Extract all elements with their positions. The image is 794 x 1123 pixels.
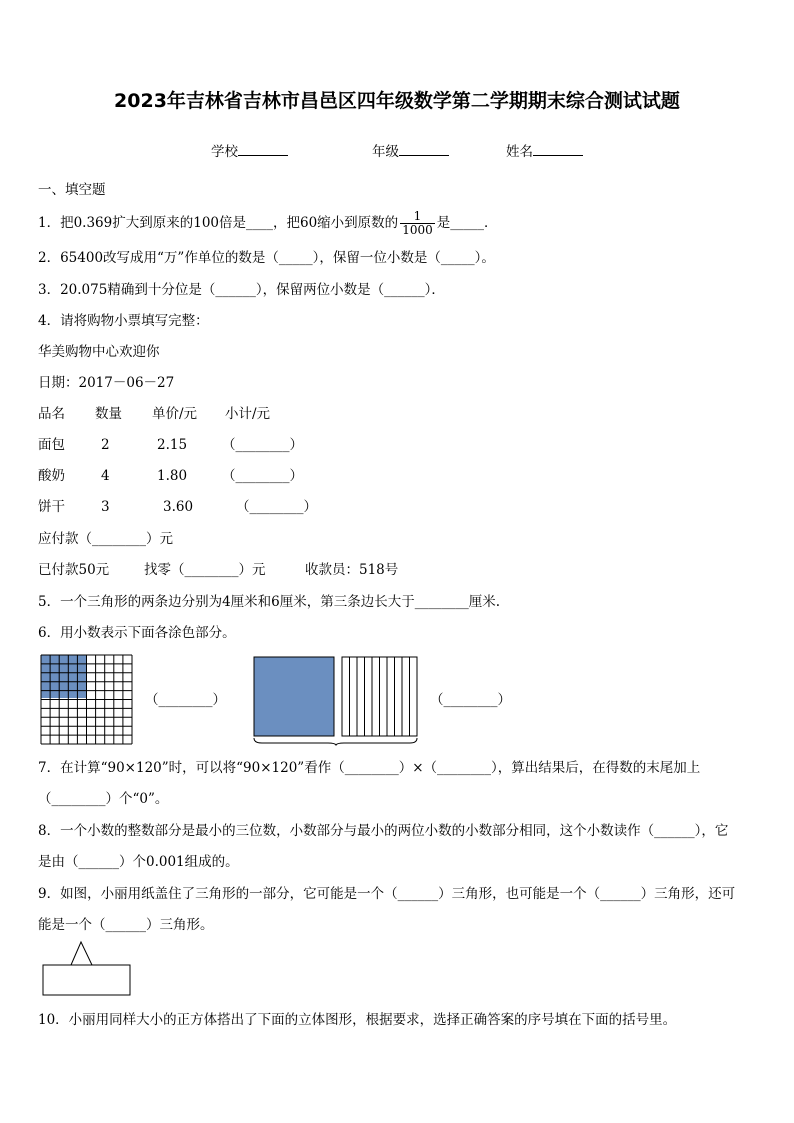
question-6: 6．用小数表示下面各涂色部分。 <box>38 625 236 641</box>
page-title: 2023年吉林省吉林市昌邑区四年级数学第二学期期末综合测试试题 <box>114 90 680 112</box>
question-8-line-2: 是由（______）个0.001组成的。 <box>38 854 239 870</box>
name-field <box>506 140 583 160</box>
receipt-date: 日期：2017－06－27 <box>38 375 175 391</box>
receipt-col-subtotal: 小计/元 <box>225 406 271 422</box>
receipt-row-name: 饼干 <box>38 499 65 515</box>
q1-text-b: 是_____． <box>436 215 498 231</box>
receipt-row-price: 1.80 <box>157 468 188 484</box>
receipt-shop-name: 华美购物中心欢迎你 <box>38 344 160 360</box>
question-2: 2．65400改写成用“万”作单位的数是（_____），保留一位小数是（_____）。 <box>38 250 495 266</box>
question-5: 5．一个三角形的两条边分别为4厘米和6厘米，第三条边长大于________厘米. <box>38 594 501 610</box>
receipt-row-name: 面包 <box>38 437 65 453</box>
grid-shaded-region <box>41 655 86 698</box>
receipt-paid: 已付款50元 <box>38 562 110 578</box>
question-10: 10．小丽用同样大小的正方体搭出了下面的立体图形，根据要求，选择正确答案的序号填在下面的括号里。 <box>38 1012 677 1028</box>
q6-answer-blank-1: （________） <box>145 692 226 708</box>
question-7-line-2: （________）个“0”。 <box>38 791 169 807</box>
school-label: 学校 <box>211 144 238 160</box>
question-8-line-1: 8．一个小数的整数部分是最小的三位数，小数部分与最小的两位小数的小数部分相同，这个小数读作（______），它 <box>38 823 729 839</box>
receipt-row-subtotal: （________） <box>236 499 317 515</box>
grade-label: 年级 <box>372 144 399 160</box>
name-label: 姓名 <box>506 144 533 160</box>
fraction-denominator: 1000 <box>402 223 433 237</box>
grade-blank <box>399 141 449 156</box>
triangle-tip <box>71 942 92 965</box>
question-3: 3．20.075精确到十分位是（______），保留两位小数是（______）． <box>38 282 445 298</box>
receipt-cashier: 收款员：518号 <box>305 562 399 578</box>
receipt-row-name: 酸奶 <box>38 468 65 484</box>
question-7-line-1: 7．在计算“90×120”时，可以将“90×120”看作（________）×（________），算出结果后，在得数的末尾加上 <box>38 760 701 776</box>
receipt-payable: 应付款（________）元 <box>38 531 173 547</box>
fraction <box>400 210 435 237</box>
brace <box>254 738 417 745</box>
receipt-col-qty: 数量 <box>95 406 122 422</box>
q6-answer-blank-2: （________） <box>430 692 511 708</box>
receipt-row-price: 2.15 <box>157 437 188 453</box>
q1-text-a: 1．把0.369扩大到原来的100倍是____，把60缩小到原数的 <box>38 215 399 231</box>
receipt-row-price: 3.60 <box>163 499 194 515</box>
receipt-row-subtotal: （________） <box>222 437 303 453</box>
covered-triangle-figure <box>40 940 135 998</box>
receipt-change: 找零（________）元 <box>144 562 266 578</box>
question-9-line-2: 能是一个（______）三角形。 <box>38 917 214 933</box>
strip-figure <box>250 654 422 746</box>
school-blank <box>238 141 288 156</box>
covering-paper <box>43 965 130 995</box>
receipt-row-qty: 2 <box>101 437 110 453</box>
receipt-col-price: 单价/元 <box>152 406 198 422</box>
name-blank <box>533 141 583 156</box>
school-field <box>211 140 288 160</box>
fraction-numerator: 1 <box>400 210 435 224</box>
question-4-intro: 4．请将购物小票填写完整： <box>38 313 209 329</box>
whole-shaded-square <box>254 657 334 736</box>
question-9-line-1: 9．如图，小丽用纸盖住了三角形的一部分，它可能是一个（______）三角形，也可能是一个（______）三角形，还可 <box>38 886 736 902</box>
grade-field <box>372 140 449 160</box>
receipt-col-name: 品名 <box>38 406 65 422</box>
receipt-row-subtotal: （________） <box>222 468 303 484</box>
question-1 <box>38 210 497 237</box>
receipt-row-qty: 3 <box>101 499 110 515</box>
hundred-grid-figure <box>40 654 135 746</box>
section-heading: 一、填空题 <box>38 182 106 198</box>
receipt-row-qty: 4 <box>101 468 110 484</box>
